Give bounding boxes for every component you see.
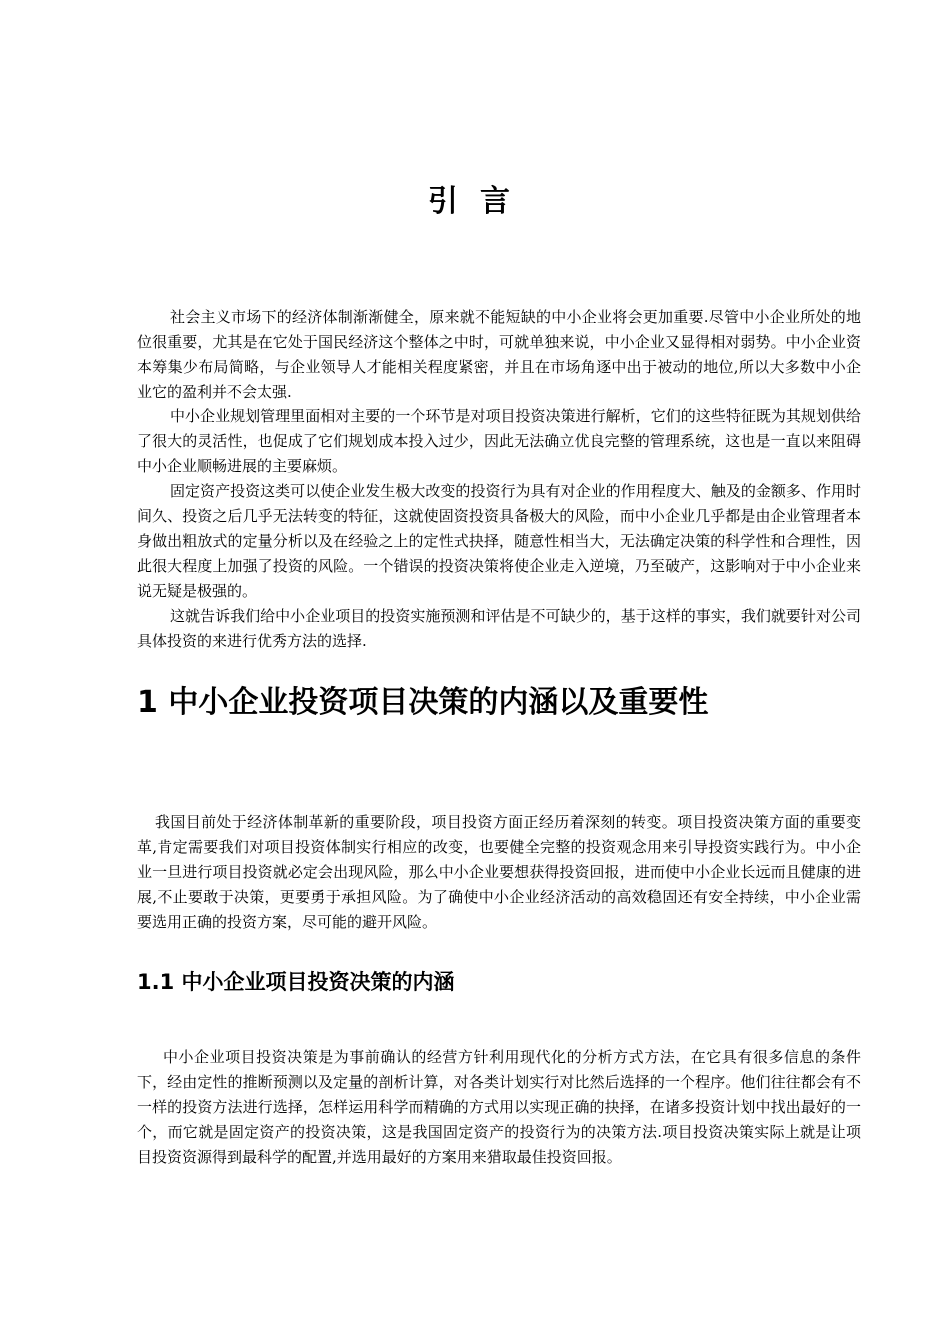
intro-title: 引言 [428,184,532,219]
intro-paragraph-3: 固定资产投资这类可以使企业发生极大改变的投资行为具有对企业的作用程度大、触及的金额多、作用时间久、投资之后几乎无法转变的特征，这就使固资投资具备极大的风险，而中小企业几乎都是由企业管理者本身做出粗放式的定量分析以及在经验之上的定性式抉择，随意性相当大，无法确定决策的科学性和合理性，因此很大程度上加强了投资的风险。一个错误的投资决策将使企业走入逆境，乃至破产，这影响对于中小企业来说无疑是极强的。 [137,482,861,600]
section-1-paragraph: 我国目前处于经济体制革新的重要阶段，项目投资方面正经历着深刻的转变。项目投资决策方面的重要变革,肯定需要我们对项目投资体制实行相应的改变，也要健全完整的投资观念用来引导投资实践行为。中小企业一旦进行项目投资就必定会出现风险，那么中小企业要想获得投资回报，进而使中小企业长远而且健康的进展,不止要敢于决策，更要勇于承担风险。为了确使中小企业经济活动的高效稳固还有安全持续，中小企业需要选用正确的投资方案，尽可能的避开风险。 [137,813,861,931]
section-1-1-paragraph: 中小企业项目投资决策是为事前确认的经营方针利用现代化的分析方式方法，在它具有很多信息的条件下，经由定性的推断预测以及定量的剖析计算，对各类计划实行对比然后选择的一个程序。他们往往都会有不一样的投资方法进行选择，怎样运用科学而精确的方式用以实现正确的抉择，在诸多投资计划中找出最好的一个，而它就是固定资产的投资决策，这是我国固定资产的投资行为的决策方法.项目投资决策实际上就是让项目投资资源得到最科学的配置,并选用最好的方案用来猎取最佳投资回报。 [137,1048,861,1166]
intro-paragraph-4: 这就告诉我们给中小企业项目的投资实施预测和评估是不可缺少的，基于这样的事实，我们就要针对公司具体投资的来进行优秀方法的选择. [137,607,861,650]
section-1-heading: 1 中小企业投资项目决策的内涵以及重要性 [137,685,709,720]
section-1-1-heading: 1.1 中小企业项目投资决策的内涵 [137,970,455,994]
intro-paragraph-1: 社会主义市场下的经济体制渐渐健全，原来就不能短缺的中小企业将会更加重要.尽管中小企业所处的地位很重要，尤其是在它处于国民经济这个整体之中时，可就单独来说，中小企业又显得相对弱势。中小企业资本筹集少布局简略，与企业领导人才能相关程度紧密，并且在市场角逐中出于被动的地位,所以大多数中小企业它的盈利并不会太强. [137,308,861,401]
intro-paragraph-2: 中小企业规划管理里面相对主要的一个环节是对项目投资决策进行解析，它们的这些特征既为其规划供给了很大的灵活性，也促成了它们规划成本投入过少，因此无法确立优良完整的管理系统，这也是一直以来阻碍中小企业顺畅进展的主要麻烦。 [137,407,861,475]
